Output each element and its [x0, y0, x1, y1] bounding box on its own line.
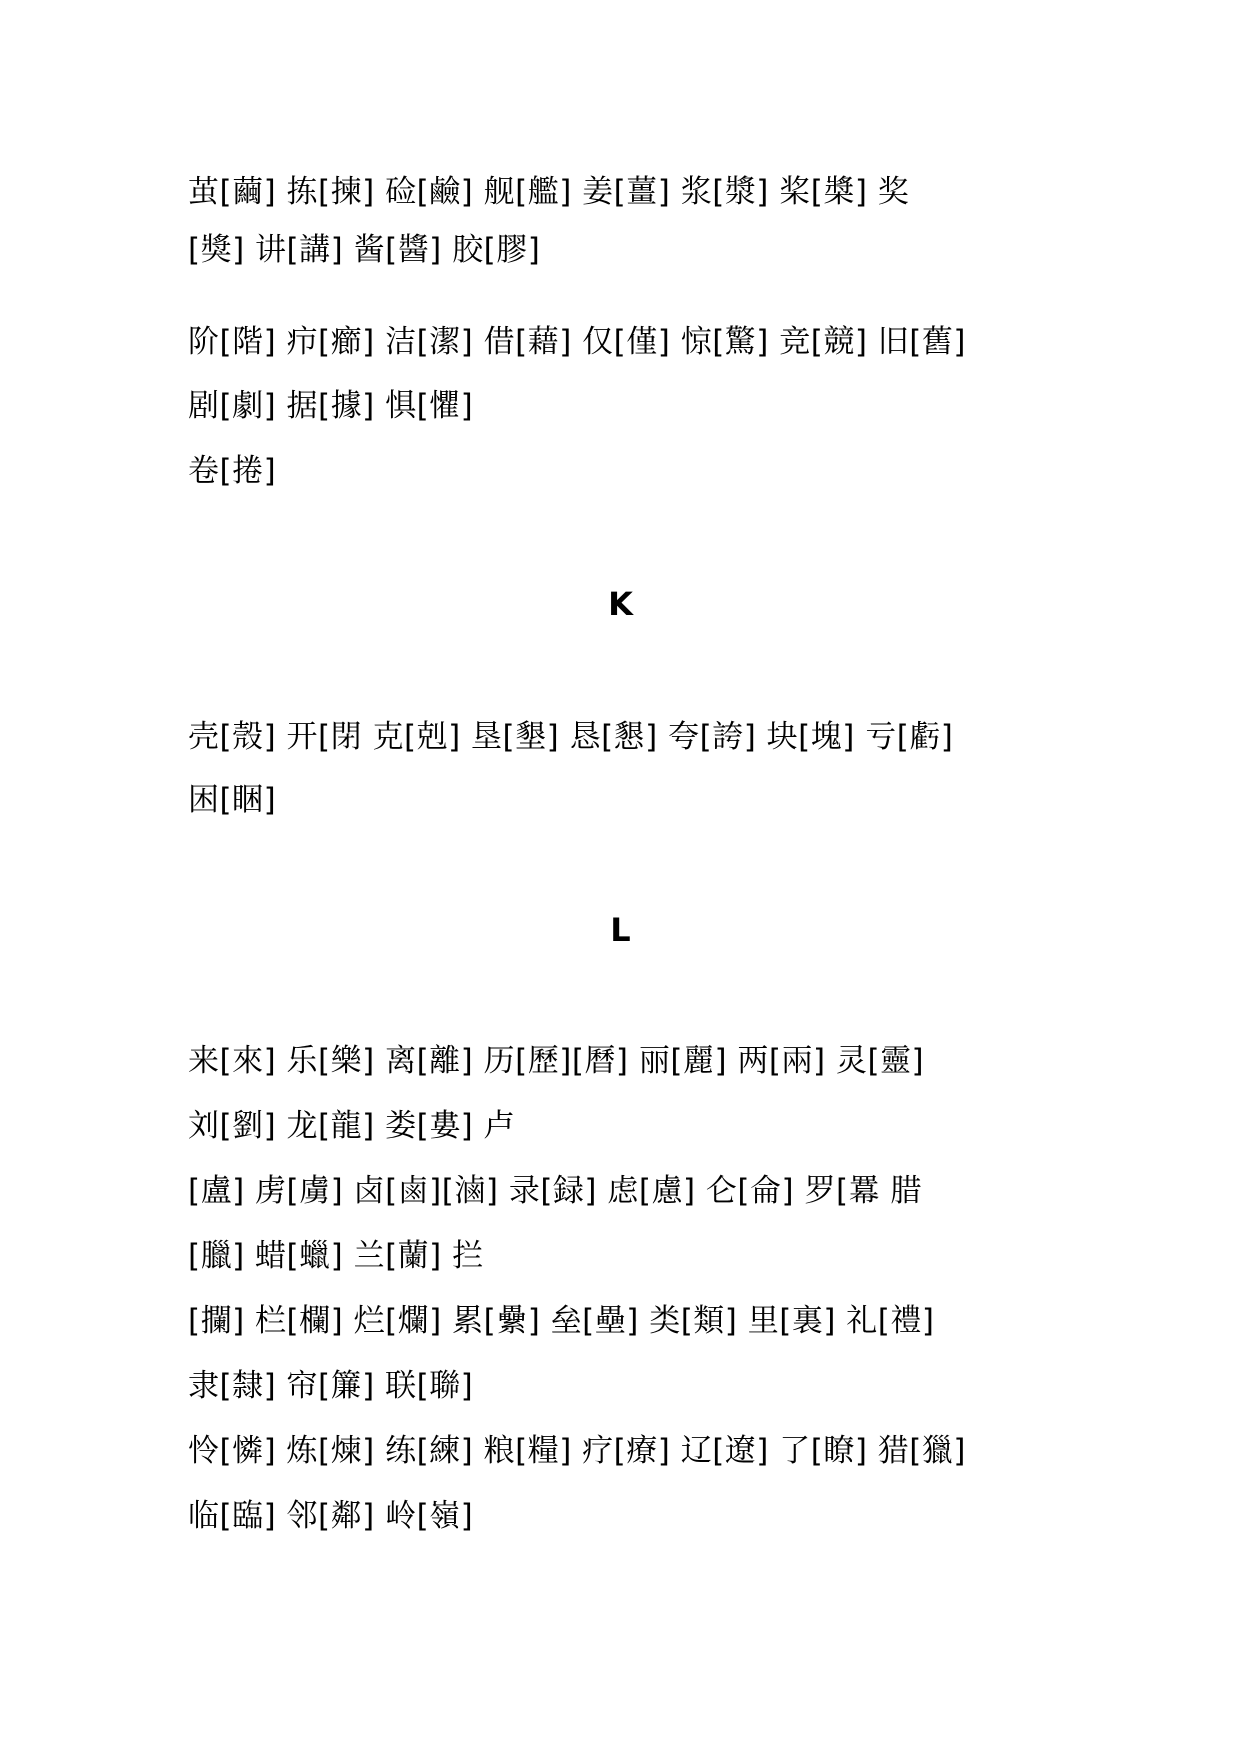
text-line-l-3: [盧] 虏[虜] 卤[鹵][滷] 录[録] 虑[慮] 仑[侖] 罗[羃 腊	[188, 1173, 922, 1209]
text-line-l-6: 隶[隸] 帘[簾] 联[聯]	[188, 1368, 474, 1404]
text-line-l-1: 来[來] 乐[樂] 离[離] 历[歷][曆] 丽[麗] 两[兩] 灵[靈]	[188, 1043, 925, 1079]
text-line-l-5: [攔] 栏[欄] 烂[爛] 累[纍] 垒[壘] 类[類] 里[裏] 礼[禮]	[188, 1303, 935, 1339]
section-heading-l: L	[610, 911, 631, 949]
section-heading-k: K	[608, 585, 633, 623]
text-line-l-7: 怜[憐] 炼[煉] 练[練] 粮[糧] 疗[療] 辽[遼] 了[瞭] 猎[獵]	[188, 1433, 966, 1469]
text-line-j-4: 剧[劇] 据[據] 惧[懼]	[188, 388, 474, 424]
text-line-l-2: 刘[劉] 龙[龍] 娄[婁] 卢	[188, 1108, 516, 1144]
text-line-j-3: 阶[階] 疖[癤] 洁[潔] 借[藉] 仅[僅] 惊[驚] 竞[競] 旧[舊]	[188, 324, 966, 360]
text-line-j-2: [獎] 讲[講] 酱[醬] 胶[膠]	[188, 232, 541, 268]
text-line-j-1: 茧[繭] 拣[揀] 硷[鹼] 舰[艦] 姜[薑] 浆[漿] 桨[槳] 奖	[188, 174, 910, 210]
text-line-k-2: 困[睏]	[188, 782, 277, 818]
text-line-j-5: 卷[捲]	[188, 453, 277, 489]
text-line-l-4: [臘] 蜡[蠟] 兰[蘭] 拦	[188, 1238, 484, 1274]
text-line-k-1: 壳[殼] 开[閉 克[剋] 垦[墾] 恳[懇] 夸[誇] 块[塊] 亏[虧]	[188, 719, 954, 755]
text-line-l-8: 临[臨] 邻[鄰] 岭[嶺]	[188, 1498, 474, 1534]
